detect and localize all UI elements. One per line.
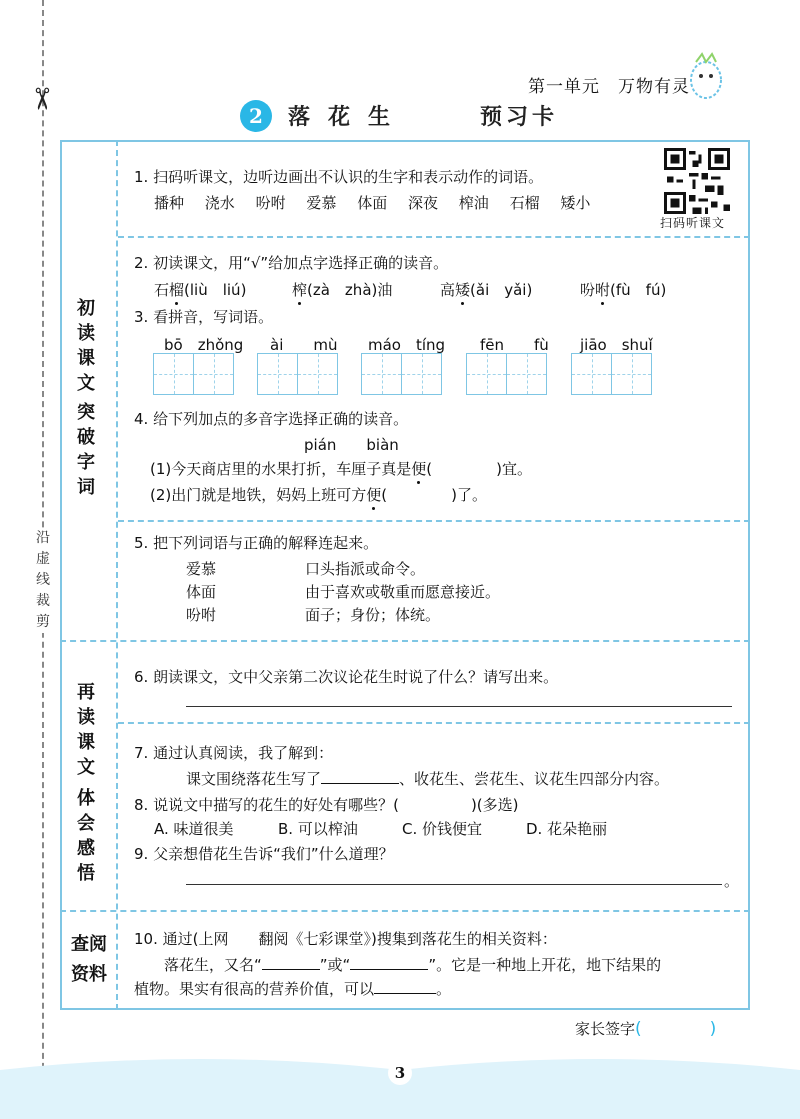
divider bbox=[118, 722, 750, 724]
lesson-title: 落花生 bbox=[288, 104, 409, 130]
q2-item: 高矮(ǎi yǎi) bbox=[440, 281, 533, 299]
unit-title: 第一单元 万物有灵 bbox=[528, 77, 690, 97]
q3-pinyin: ài mù bbox=[270, 336, 338, 354]
q1-word: 播种 bbox=[154, 194, 185, 212]
q1-word: 爱慕 bbox=[306, 194, 337, 212]
writing-grid[interactable] bbox=[258, 353, 338, 395]
q4-sentence-2: (2)出门就是地铁，妈妈上班可方便( )了。 bbox=[150, 486, 487, 504]
q3-pinyin: máo tíng bbox=[368, 336, 446, 354]
qr-code[interactable] bbox=[664, 148, 730, 214]
divider bbox=[118, 236, 750, 238]
q9-prompt: 9. 父亲想借花生告诉“我们”什么道理？ bbox=[134, 845, 394, 863]
q1-word-list bbox=[154, 192, 606, 213]
q2-prompt: 2. 初读课文，用“√”给加点字选择正确的读音。 bbox=[134, 254, 449, 272]
q1-word: 吩咐 bbox=[255, 194, 286, 212]
q10-blank[interactable] bbox=[262, 955, 320, 970]
q1-word: 榨油 bbox=[458, 194, 489, 212]
page-number: 3 bbox=[388, 1061, 412, 1085]
q2-item: 榨(zà zhà)油 bbox=[292, 281, 393, 299]
q3-pinyin: jiāo shuǐ bbox=[580, 336, 653, 354]
q7-sentence: 课文围绕落花生写了 、收花生、尝花生、议花生四部分内容。 bbox=[186, 770, 670, 788]
q3-pinyin: fēn fù bbox=[480, 336, 549, 354]
q7-prompt: 7. 通过认真阅读，我了解到： bbox=[134, 744, 334, 762]
q9-end: 。 bbox=[724, 872, 740, 890]
q7-blank[interactable] bbox=[321, 769, 399, 784]
q4-options: pián biàn bbox=[304, 436, 399, 454]
q3-prompt: 3. 看拼音，写词语。 bbox=[134, 308, 274, 326]
writing-grid[interactable] bbox=[154, 353, 234, 395]
divider bbox=[60, 910, 750, 912]
q5-meaning[interactable]: 由于喜欢或敬重而愿意接近。 bbox=[305, 583, 501, 601]
q2-item: 吩咐(fù fú) bbox=[580, 281, 667, 299]
q5-word[interactable]: 爱慕 bbox=[186, 560, 217, 578]
q8-option[interactable]: C. 价钱便宜 bbox=[402, 820, 483, 838]
q4-sentence-1: (1)今天商店里的水果打折，车厘子真是便( )宜。 bbox=[150, 460, 532, 478]
q10-blank[interactable] bbox=[350, 955, 428, 970]
q5-meaning[interactable]: 口头指派或命令。 bbox=[305, 560, 426, 578]
section-label: 初读课文 bbox=[77, 298, 95, 394]
q3-pinyin: bō zhǒng bbox=[164, 336, 244, 354]
q8-option[interactable]: A. 味道很美 bbox=[154, 820, 234, 838]
lesson-number: 2 bbox=[240, 100, 272, 132]
writing-grid[interactable] bbox=[467, 353, 547, 395]
q2-item: 石榴(liù liú) bbox=[154, 281, 247, 299]
q8-prompt: 8. 说说文中描写的花生的好处有哪些？( )(多选) bbox=[134, 796, 519, 814]
qr-label: 扫码听课文 bbox=[660, 216, 726, 230]
q4-prompt: 4. 给下列加点的多音字选择正确的读音。 bbox=[134, 410, 409, 428]
q6-prompt: 6. 朗读课文，文中父亲第二次议论花生时说了什么？请写出来。 bbox=[134, 668, 559, 686]
q9-answer-line[interactable] bbox=[186, 884, 722, 885]
q10-line-2: 植物。果实有很高的营养价值，可以 。 bbox=[134, 980, 452, 998]
q10-prompt: 10. 通过(上网 翻阅《七彩课堂》)搜集到落花生的相关资料： bbox=[134, 930, 557, 948]
cut-label: 沿虚线裁剪 bbox=[35, 528, 51, 633]
writing-grid[interactable] bbox=[362, 353, 442, 395]
q1-word: 体面 bbox=[357, 194, 388, 212]
section-label: 再读课文 bbox=[77, 682, 95, 778]
q5-word[interactable]: 吩咐 bbox=[186, 606, 217, 624]
q5-word[interactable]: 体面 bbox=[186, 583, 217, 601]
mascot-icon bbox=[684, 50, 728, 100]
q1-word: 石榴 bbox=[509, 194, 540, 212]
q8-option[interactable]: D. 花朵艳丽 bbox=[526, 820, 608, 838]
q10-blank[interactable] bbox=[374, 979, 436, 994]
q10-line-1: 落花生，又名“ ”或“ ”。它是一种地上开花，地下结果的 bbox=[164, 956, 662, 974]
divider bbox=[118, 520, 750, 522]
q5-prompt: 5. 把下列词语与正确的解释连起来。 bbox=[134, 534, 379, 552]
q1-word: 矮小 bbox=[560, 194, 591, 212]
q5-meaning[interactable]: 面子；身份；体统。 bbox=[305, 606, 441, 624]
section-label: 资料 bbox=[71, 964, 107, 985]
q1-word: 深夜 bbox=[407, 194, 438, 212]
writing-grid[interactable] bbox=[572, 353, 652, 395]
q1-prompt: 1. 扫码听课文，边听边画出不认识的生字和表示动作的词语。 bbox=[134, 168, 544, 186]
q8-option[interactable]: B. 可以榨油 bbox=[278, 820, 358, 838]
scissors-icon: ✂ bbox=[23, 86, 59, 112]
parent-signature[interactable]: 家长签字( ) bbox=[575, 1019, 717, 1039]
section-label: 体会感悟 bbox=[77, 788, 95, 884]
section-label: 突破字词 bbox=[77, 402, 95, 498]
card-title: 预习卡 bbox=[480, 105, 559, 130]
section-label: 查阅 bbox=[71, 934, 107, 955]
q6-answer-line[interactable] bbox=[186, 706, 732, 707]
divider bbox=[60, 640, 750, 642]
q1-word: 浇水 bbox=[204, 194, 235, 212]
